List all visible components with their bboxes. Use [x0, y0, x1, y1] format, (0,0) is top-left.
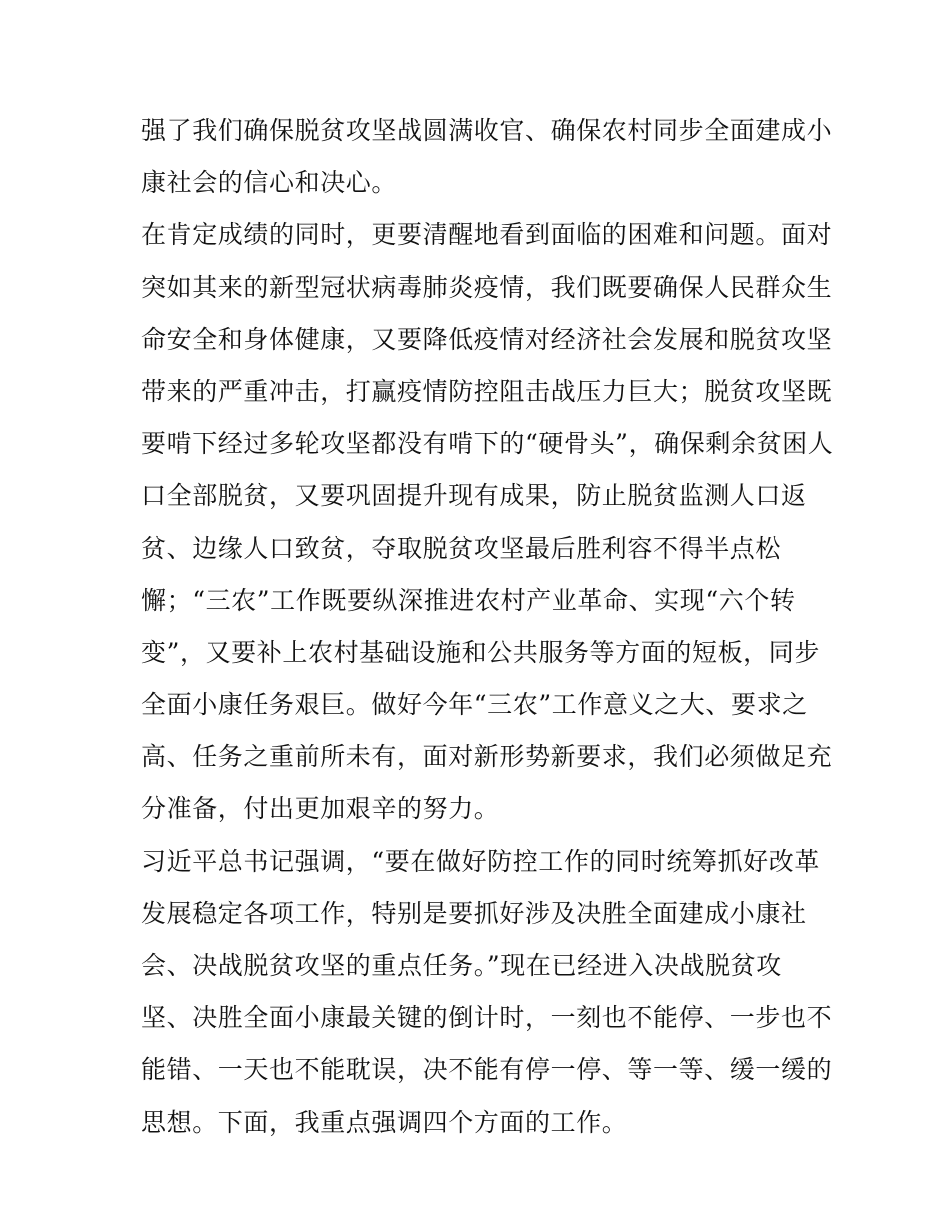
text-line: 分准备，付出更加艰辛的努力。 [141, 794, 500, 824]
text-line: 思想。下面，我重点强调四个方面的工作。 [141, 1107, 628, 1137]
text-line: 发展稳定各项工作，特别是要抓好涉及决胜全面建成小康社 [141, 898, 807, 928]
text-line: 命安全和身体健康，又要降低疫情对经济社会发展和脱贫攻坚 [141, 324, 833, 354]
text-line: 康社会的信心和决心。 [141, 168, 398, 198]
text-line: 懈；“三农”工作既要纵深推进农村产业革命、实现“六个转 [141, 585, 796, 615]
text-line: 能错、一天也不能耽误，决不能有停一停、等一等、缓一缓的 [141, 1055, 833, 1085]
text-line: 强了我们确保脱贫攻坚战圆满收官、确保农村同步全面建成小 [141, 116, 833, 145]
text-line: 要啃下经过多轮攻坚都没有啃下的“硬骨头”，确保剩余贫困人 [141, 429, 834, 459]
text-line: 会、决战脱贫攻坚的重点任务。”现在已经进入决战脱贫攻 [141, 951, 782, 980]
text-line: 突如其来的新型冠状病毒肺炎疫情，我们既要确保人民群众生 [141, 272, 833, 302]
text-line: 高、任务之重前所未有，面对新形势新要求，我们必须做足充 [141, 742, 833, 772]
text-line: 带来的严重冲击，打赢疫情防控阻击战压力巨大；脱贫攻坚既 [141, 376, 833, 406]
text-line: 全面小康任务艰巨。做好今年“三农”工作意义之大、要求之 [141, 690, 808, 720]
text-line: 坚、决胜全面小康最关键的倒计时，一刻也不能停、一步也不 [141, 1003, 833, 1033]
text-line: 在肯定成绩的同时，更要清醒地看到面临的困难和问题。面对 [141, 220, 833, 250]
text-line: 习近平总书记强调，“要在做好防控工作的同时统筹抓好改革 [141, 846, 820, 876]
text-line: 变”，又要补上农村基础设施和公共服务等方面的短板，同步 [141, 637, 820, 667]
text-line: 口全部脱贫，又要巩固提升现有成果，防止脱贫监测人口返 [141, 481, 807, 511]
text-line: 贫、边缘人口致贫，夺取脱贫攻坚最后胜利容不得半点松 [141, 533, 782, 563]
body-text [141, 105, 834, 1149]
